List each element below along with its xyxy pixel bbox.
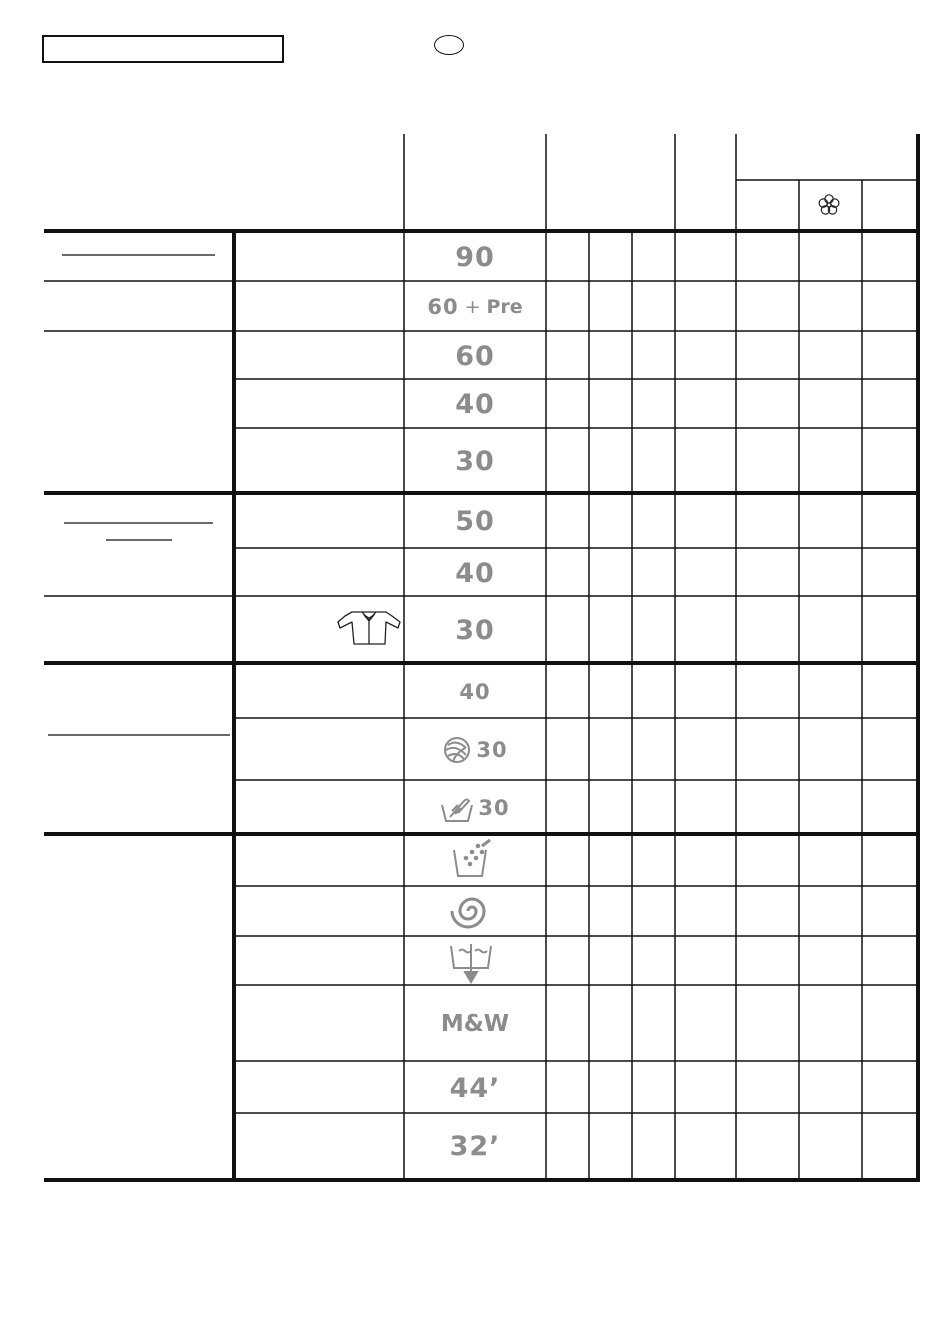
temp-40: 40	[455, 389, 495, 420]
temp-60: 60	[427, 295, 459, 319]
hand-wash-temp: 30	[478, 795, 510, 820]
hand-wash-30	[404, 782, 546, 833]
wool-30	[404, 720, 546, 780]
temp-30: 30	[455, 445, 495, 477]
prewash-label: Pre	[486, 296, 523, 318]
temp-60-pre	[404, 283, 546, 331]
temp-90: 90	[455, 241, 495, 273]
quick-44-label: 44’	[449, 1072, 501, 1104]
spin-icon	[452, 899, 484, 927]
hand-wash-icon	[440, 793, 474, 823]
temp-40-synthetic: 40	[455, 557, 495, 589]
temp-50: 50	[455, 506, 495, 537]
flower-softener-icon	[819, 195, 839, 214]
temp-40-delicates: 40	[459, 679, 491, 704]
quick-32-label: 32’	[449, 1131, 501, 1162]
wool-temp: 30	[476, 738, 508, 762]
temp-60: 60	[455, 340, 495, 372]
plus-sign: +	[464, 296, 481, 318]
wool-icon	[442, 735, 472, 765]
temp-30-shirts: 30	[455, 614, 495, 646]
drain-icon	[451, 944, 491, 982]
mix-and-wash-label: M&W	[440, 1011, 510, 1037]
rinse-icon	[454, 840, 490, 876]
shirt-icon	[338, 612, 400, 644]
